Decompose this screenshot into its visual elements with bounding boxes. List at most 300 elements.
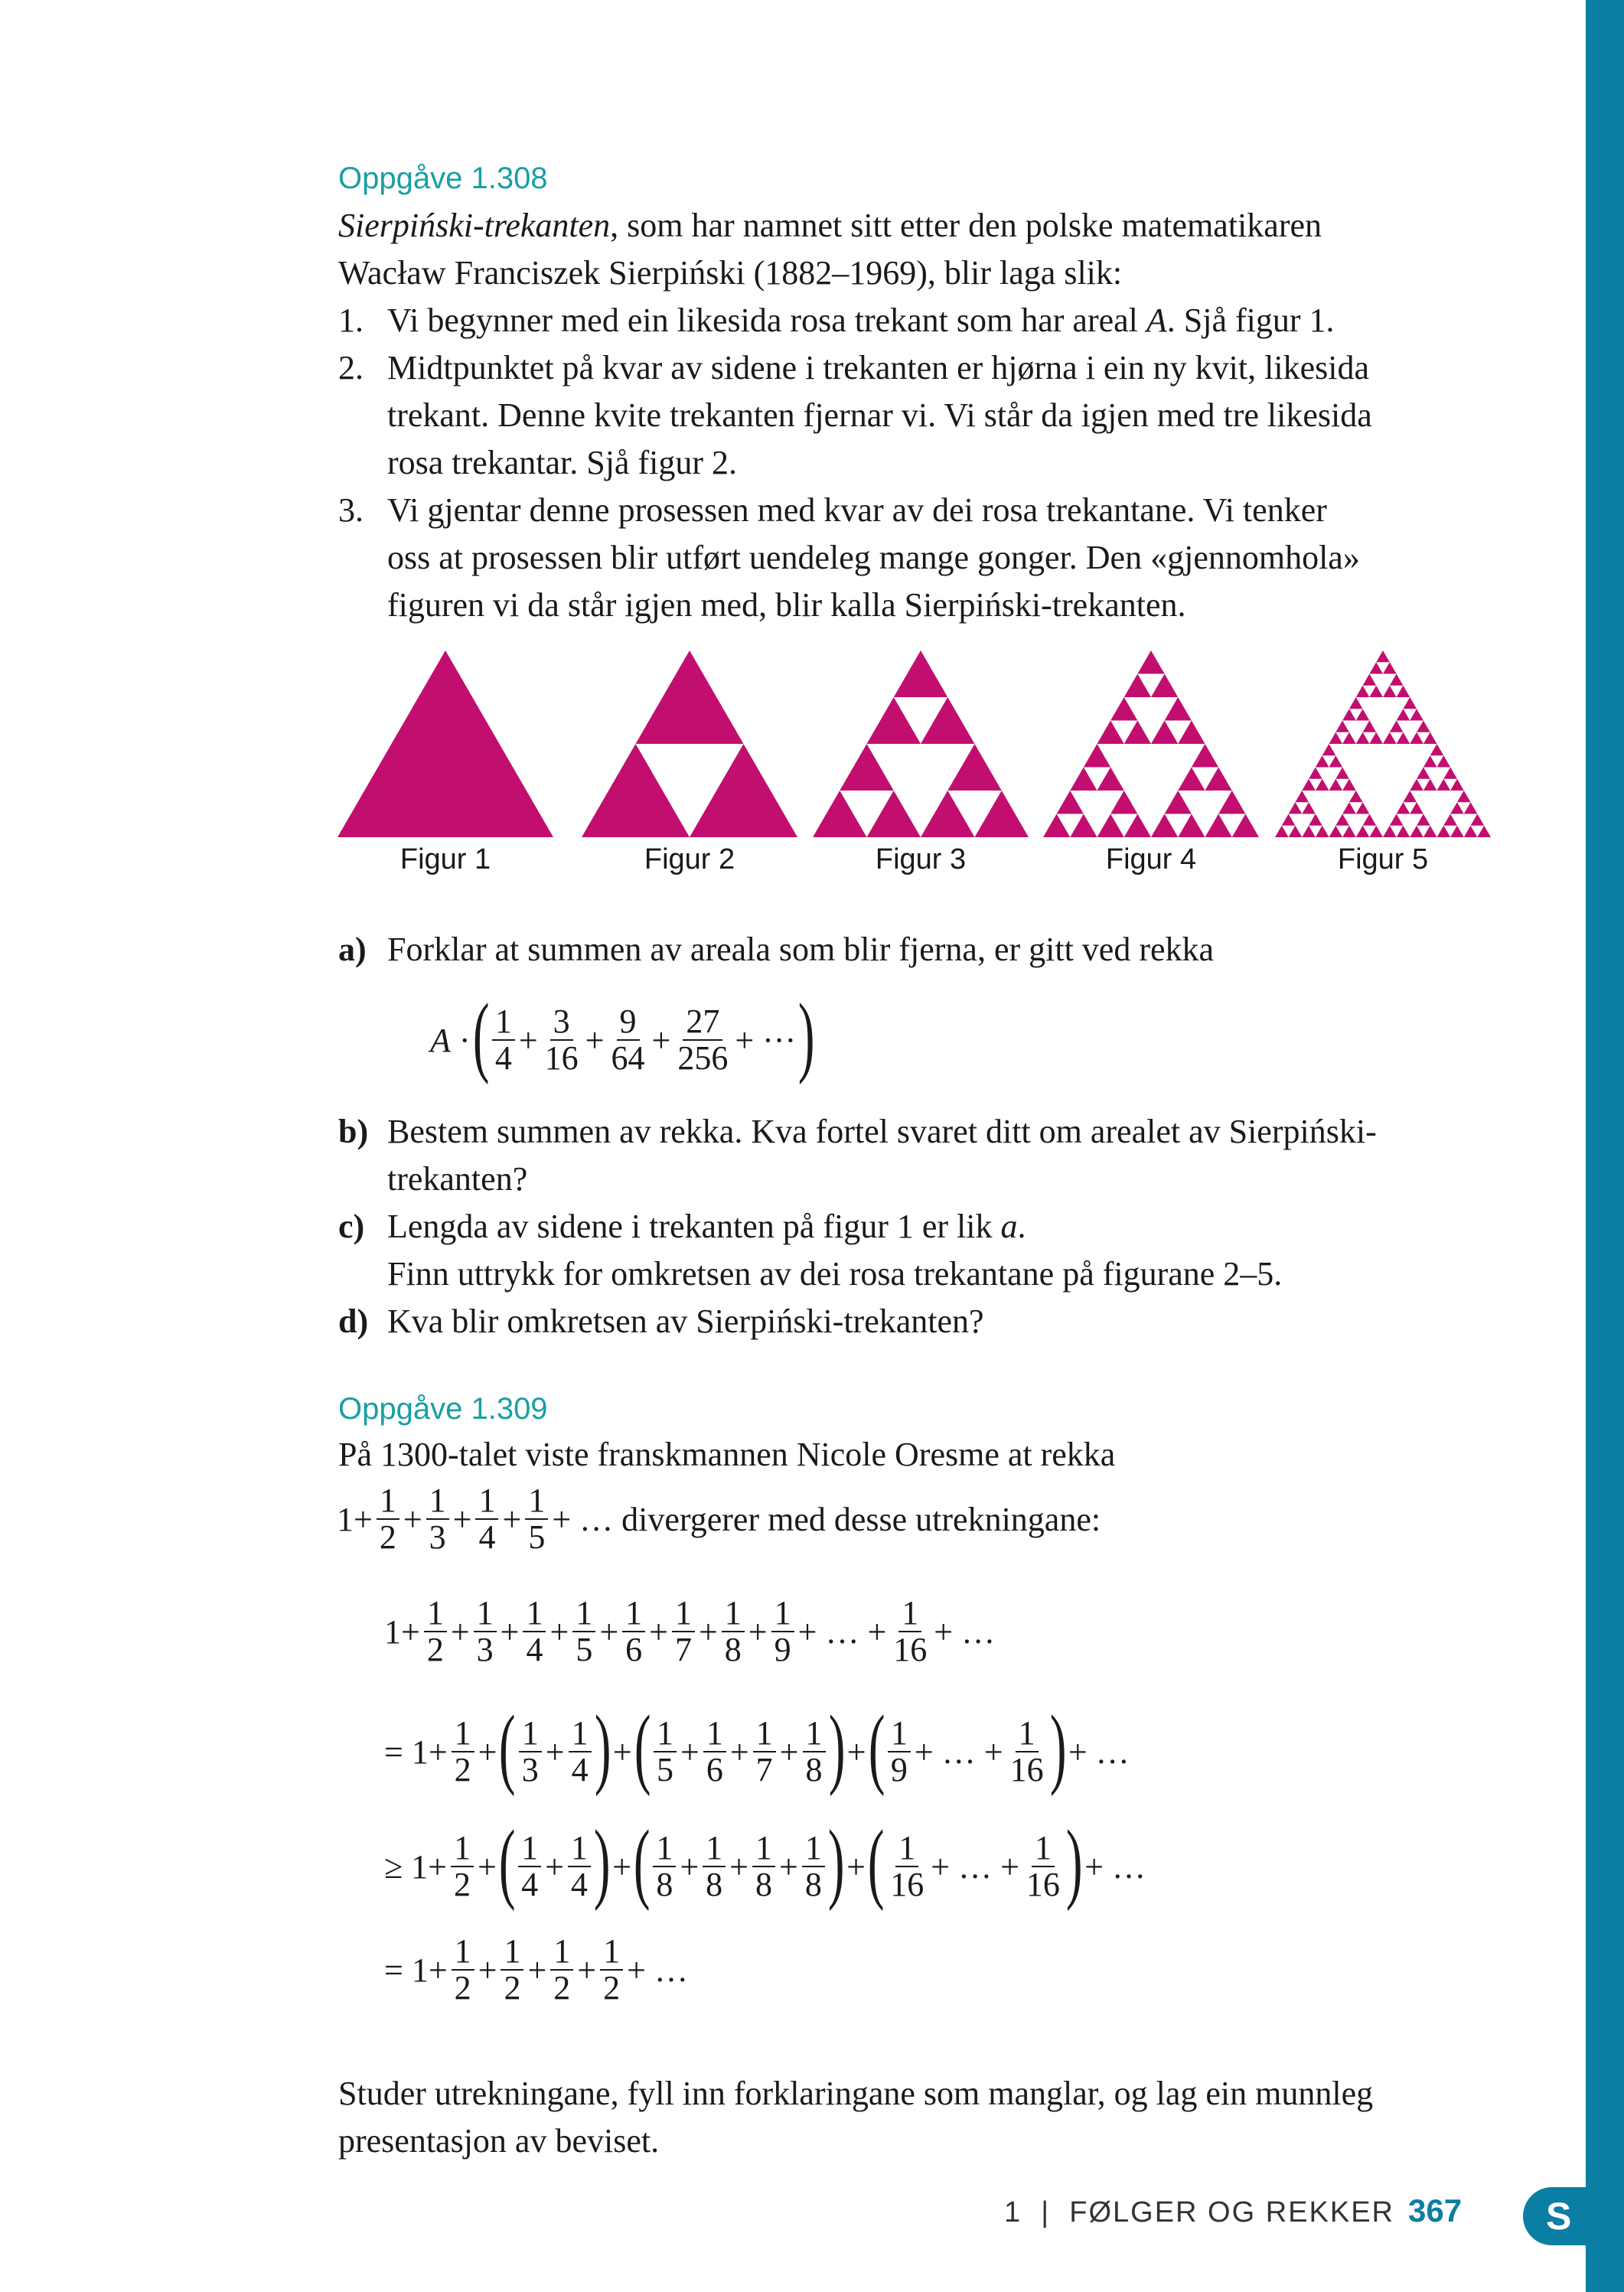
pink-triangle	[867, 697, 921, 744]
pink-triangle	[1192, 744, 1218, 768]
parenthesis: (	[633, 1811, 651, 1912]
fraction	[888, 1713, 911, 1788]
math-text: +	[649, 1612, 668, 1651]
task-text: På 1300-talet viste franskmannen Nicole Oresme at rekka	[338, 1436, 1116, 1473]
numerator: 1	[377, 1483, 399, 1520]
pink-triangle	[1043, 814, 1070, 838]
parenthesis: (	[634, 1697, 651, 1797]
numerator: 9	[617, 1004, 640, 1041]
term-italic: Sierpiński-trekanten	[338, 207, 611, 244]
numerator: 1	[518, 1831, 541, 1867]
numerator: 1	[475, 1483, 498, 1520]
pink-triangle	[1178, 721, 1205, 745]
pink-triangle	[1383, 686, 1397, 697]
denominator: 4	[571, 1751, 589, 1788]
fraction	[622, 1596, 645, 1668]
pink-triangle	[1342, 802, 1356, 813]
numerator: 1	[568, 1831, 591, 1867]
denominator: 2	[454, 1751, 471, 1788]
pink-triangle	[1302, 826, 1316, 837]
math-text: +	[779, 1733, 799, 1771]
pink-triangle	[1178, 814, 1205, 838]
fraction	[600, 1934, 623, 2006]
pink-triangle	[1397, 732, 1410, 744]
pink-triangle	[1410, 732, 1423, 744]
math-text: + …	[1068, 1733, 1130, 1771]
pink-triangle	[1342, 826, 1356, 837]
pink-triangle	[1342, 779, 1356, 791]
fraction	[501, 1934, 523, 2006]
pink-triangle	[1218, 791, 1245, 814]
pink-triangle	[921, 697, 975, 744]
fraction	[426, 1483, 449, 1555]
fraction	[890, 1596, 930, 1668]
fraction	[653, 1828, 676, 1903]
step-2	[338, 344, 1369, 392]
chapter-title: 1 | FØLGER OG REKKER	[1004, 2196, 1394, 2228]
parenthesis: )	[1049, 1697, 1067, 1797]
pink-triangle	[1410, 802, 1423, 813]
pink-triangle	[1309, 814, 1322, 826]
pink-triangle	[1477, 826, 1491, 837]
calc-row-2	[383, 1697, 1131, 1797]
sierpinski-triangle	[1043, 650, 1259, 837]
pink-triangle	[894, 650, 948, 697]
fraction	[803, 1713, 826, 1788]
numerator: 3	[550, 1004, 573, 1041]
fraction	[542, 1004, 582, 1076]
pink-triangle	[1423, 732, 1437, 744]
pink-triangle	[1110, 791, 1137, 814]
pink-triangle	[1383, 662, 1397, 673]
pink-triangle	[1302, 802, 1316, 813]
numerator: 1	[474, 1596, 497, 1632]
math-text: +	[450, 1612, 470, 1651]
pink-triangle	[1423, 755, 1437, 767]
math-text: +	[478, 1951, 497, 1989]
pink-triangle	[1397, 709, 1410, 720]
pink-triangle	[1464, 802, 1478, 813]
pink-triangle	[1410, 709, 1423, 720]
pink-triangle	[1397, 826, 1410, 837]
pink-triangle	[1356, 686, 1370, 697]
math-text: +	[680, 1733, 699, 1771]
math-text: +	[549, 1612, 569, 1651]
pink-triangle	[1356, 709, 1370, 720]
numerator: 1	[550, 1934, 573, 1971]
fraction	[887, 1828, 927, 1903]
math-text: +	[680, 1847, 699, 1886]
denominator: 2	[426, 1631, 444, 1669]
parenthesis: )	[797, 985, 815, 1085]
fraction	[672, 1596, 695, 1668]
step-text: Midtpunktet på kvar av sidene i trekanten er hjørna i ein ny kvit, likesida	[387, 349, 1369, 386]
numerator: 1	[803, 1716, 826, 1752]
math-text: ≥ 1+	[384, 1847, 447, 1886]
math-text: +	[452, 1500, 472, 1538]
denominator: 8	[656, 1866, 673, 1903]
fraction	[753, 1713, 776, 1788]
pink-triangle	[1329, 779, 1343, 791]
pink-triangle	[1151, 814, 1178, 838]
step-number: 2.	[338, 349, 364, 386]
step-text: figuren vi da står igjen med, blir kalla Sierpiński-trekanten.	[387, 586, 1186, 624]
question-text: Finn uttrykk for omkretsen av dei rosa trekantane på figurane 2–5.	[387, 1255, 1283, 1293]
fraction	[518, 1828, 541, 1903]
fraction	[674, 1004, 731, 1076]
pink-triangle	[1363, 814, 1377, 826]
pink-triangle	[582, 744, 690, 837]
pink-triangle	[1335, 768, 1349, 779]
pink-triangle	[1349, 697, 1363, 709]
fraction	[452, 1934, 474, 2006]
pink-triangle	[867, 791, 921, 837]
denominator: 5	[528, 1518, 546, 1557]
intro-text-2: Wacław Franciszek Sierpiński (1882–1969), blir laga slik:	[338, 254, 1123, 292]
fraction	[492, 1004, 515, 1076]
parenthesis: (	[868, 1697, 885, 1797]
pink-triangle	[1369, 686, 1383, 697]
numerator: 1	[802, 1831, 825, 1867]
task-heading: Oppgåve 1.308	[338, 161, 548, 195]
pink-triangle	[1356, 802, 1370, 813]
parenthesis: )	[594, 1697, 611, 1797]
pink-triangle	[1124, 674, 1151, 698]
denominator: 3	[429, 1518, 446, 1557]
denominator: 2	[453, 1866, 471, 1903]
pink-triangle	[1084, 744, 1110, 768]
pink-triangle	[1450, 779, 1464, 791]
figure-3	[813, 650, 1029, 876]
figure-label: Figur 5	[1337, 843, 1429, 875]
parenthesis: )	[828, 1697, 845, 1797]
denominator: 2	[454, 1969, 471, 2007]
pink-triangle	[1232, 814, 1259, 838]
pink-triangle	[947, 744, 1002, 791]
question-c	[338, 1203, 1026, 1250]
pink-triangle	[1417, 814, 1430, 826]
fraction	[752, 1828, 775, 1903]
pink-triangle	[1289, 802, 1303, 813]
pink-triangle	[1417, 768, 1430, 779]
pink-triangle	[1390, 674, 1404, 686]
pink-triangle	[1383, 826, 1397, 837]
page-number: 367	[1408, 2193, 1463, 2228]
pink-triangle	[1097, 768, 1124, 791]
pink-triangle	[1335, 814, 1349, 826]
pink-triangle	[1390, 721, 1404, 732]
question-label: b)	[338, 1113, 369, 1150]
math-text: +	[779, 1847, 798, 1886]
pink-triangle	[1178, 768, 1205, 791]
step-number: 3.	[338, 491, 364, 529]
math-text: +	[500, 1612, 520, 1651]
pink-triangle	[1342, 732, 1356, 744]
math-text: + ···	[735, 1021, 797, 1059]
numerator: 1	[1016, 1716, 1039, 1752]
pink-triangle	[1124, 721, 1151, 745]
pink-triangle	[1403, 697, 1417, 709]
pink-triangle	[1302, 779, 1316, 791]
var-a: A	[1146, 302, 1167, 339]
pink-triangle	[1369, 732, 1383, 744]
numerator: 1	[452, 1716, 474, 1752]
math-text: +	[577, 1951, 597, 1989]
denominator: 16	[1026, 1866, 1060, 1903]
math-text: +	[748, 1612, 768, 1651]
pink-triangle	[1205, 814, 1232, 838]
pink-triangle	[1329, 732, 1343, 744]
pink-triangle	[1282, 814, 1296, 826]
fraction	[568, 1828, 591, 1903]
pink-triangle	[1329, 755, 1343, 767]
math-text: A ·	[430, 1021, 471, 1059]
denominator: 4	[570, 1866, 588, 1903]
pink-triangle	[1363, 674, 1377, 686]
parenthesis: )	[827, 1811, 845, 1912]
step-text: Vi gjentar denne prosessen med kvar av dei rosa trekantane. Vi tenker	[387, 491, 1327, 529]
pink-triangle	[1369, 826, 1383, 837]
task-heading: Oppgåve 1.309	[338, 1392, 548, 1426]
fraction	[451, 1828, 474, 1903]
pink-triangle	[1124, 814, 1151, 838]
numerator: 1	[519, 1716, 542, 1752]
formula-a	[429, 985, 815, 1085]
pink-triangle	[1410, 826, 1423, 837]
pink-triangle	[1322, 744, 1336, 755]
numerator: 1	[452, 1934, 474, 1971]
pink-triangle	[1437, 779, 1451, 791]
pink-triangle	[1316, 755, 1329, 767]
pink-triangle	[1450, 826, 1464, 837]
math-text: +	[527, 1951, 547, 1989]
denominator: 8	[805, 1751, 823, 1788]
math-text: + …	[1084, 1847, 1146, 1886]
pink-triangle	[1390, 814, 1404, 826]
pink-triangle	[1437, 826, 1451, 837]
step-text: trekant. Denne kvite trekanten fjernar vi. Vi står da igjen med tre likesida	[387, 396, 1372, 434]
numerator: 1	[672, 1596, 695, 1632]
denominator: 4	[526, 1631, 543, 1669]
math-text: +	[651, 1021, 671, 1059]
pink-triangle	[1443, 814, 1457, 826]
parenthesis: (	[867, 1811, 885, 1912]
pink-triangle	[1410, 779, 1423, 791]
math-text: +	[502, 1500, 522, 1538]
denominator: 5	[576, 1631, 593, 1669]
denominator: 16	[893, 1631, 928, 1669]
math-text: +	[846, 1847, 866, 1886]
question-label: d)	[338, 1302, 369, 1340]
pink-triangle	[1070, 814, 1097, 838]
calc-row-4	[383, 1934, 690, 2006]
pink-triangle	[1309, 768, 1322, 779]
sierpinski-triangle	[813, 650, 1029, 837]
section-tab: S	[1523, 2187, 1624, 2245]
math-text: +	[729, 1847, 748, 1886]
pink-triangle	[1423, 826, 1437, 837]
step-text: rosa trekantar. Sjå figur 2.	[387, 444, 737, 481]
pink-triangle	[1471, 814, 1485, 826]
math-text: +	[729, 1733, 749, 1771]
closing-text: presentasjon av beviset.	[338, 2122, 660, 2160]
pink-triangle	[1369, 662, 1383, 673]
math-text: +	[599, 1612, 619, 1651]
pink-triangle	[1376, 650, 1390, 662]
numerator: 1	[722, 1596, 745, 1632]
math-text: + …	[934, 1612, 996, 1651]
pink-triangle	[1097, 721, 1124, 745]
denominator: 2	[603, 1969, 621, 2007]
calc-row-1	[383, 1596, 996, 1668]
intro-rest: , som har namnet sitt etter den polske matematikaren	[610, 207, 1322, 244]
denominator: 7	[674, 1631, 692, 1669]
numerator: 1	[703, 1716, 726, 1752]
parenthesis: )	[1065, 1811, 1083, 1912]
math-text: + … +	[914, 1733, 1003, 1771]
sierpinski-figures	[338, 650, 1493, 880]
denominator: 9	[890, 1751, 908, 1788]
intro-text	[338, 202, 1322, 249]
step-number: 1.	[338, 302, 364, 339]
math-text: +	[846, 1733, 866, 1771]
pink-triangle	[1165, 697, 1192, 721]
pink-triangle	[1397, 686, 1410, 697]
math-text: +	[403, 1500, 422, 1538]
fraction	[1007, 1713, 1047, 1788]
step-1	[338, 297, 1335, 344]
numerator: 1	[653, 1831, 676, 1867]
denominator: 64	[611, 1039, 645, 1077]
pink-triangle	[1423, 779, 1437, 791]
series-inline	[335, 1483, 1102, 1555]
fraction	[1023, 1828, 1063, 1903]
denominator: 6	[625, 1631, 643, 1669]
fraction	[519, 1713, 542, 1788]
question-b	[338, 1108, 1377, 1156]
sierpinski-triangle	[338, 650, 553, 837]
pink-triangle	[338, 650, 553, 837]
math-text: +	[545, 1847, 564, 1886]
step-3	[338, 487, 1327, 534]
side-color-bar	[1586, 0, 1624, 2292]
denominator: 8	[755, 1866, 772, 1903]
denominator: 4	[494, 1039, 512, 1077]
pink-triangle	[1349, 791, 1363, 802]
denominator: 2	[379, 1518, 396, 1557]
pink-triangle	[1450, 802, 1464, 813]
figure-1	[338, 650, 553, 876]
pink-triangle	[1110, 697, 1137, 721]
math-text: +	[585, 1021, 605, 1059]
pink-triangle	[1289, 826, 1303, 837]
fraction	[703, 1828, 726, 1903]
math-text: 1+	[384, 1612, 420, 1651]
fraction	[569, 1713, 592, 1788]
question-text: Bestem summen av rekka. Kva fortel svaret ditt om arealet av Sierpiński-	[387, 1113, 1377, 1150]
pink-triangle	[1464, 826, 1478, 837]
parenthesis: (	[498, 1811, 516, 1912]
pink-triangle	[1275, 826, 1289, 837]
denominator: 9	[774, 1631, 791, 1669]
parenthesis: )	[593, 1811, 611, 1912]
numerator: 1	[492, 1004, 515, 1041]
fraction	[424, 1596, 447, 1668]
pink-triangle	[1417, 721, 1430, 732]
pink-triangle	[975, 791, 1029, 837]
numerator: 1	[622, 1596, 645, 1632]
figure-2	[582, 650, 797, 876]
pink-triangle	[1316, 779, 1329, 791]
numerator: 27	[683, 1004, 722, 1041]
pink-triangle	[636, 650, 744, 744]
parenthesis: (	[499, 1697, 516, 1797]
math-text: +	[698, 1612, 718, 1651]
pink-triangle	[1205, 768, 1232, 791]
pink-triangle	[1316, 826, 1329, 837]
parenthesis: (	[472, 985, 490, 1085]
figure-5	[1275, 650, 1491, 876]
fraction	[722, 1596, 745, 1668]
numerator: 1	[888, 1716, 911, 1752]
denominator: 16	[890, 1866, 925, 1903]
numerator: 1	[569, 1716, 592, 1752]
pink-triangle	[1070, 768, 1097, 791]
question-text: Lengda av sidene i trekanten på figur 1 er lik	[387, 1208, 1001, 1245]
question-d	[338, 1298, 984, 1345]
denominator: 4	[521, 1866, 539, 1903]
pink-triangle	[1443, 768, 1457, 779]
fraction	[703, 1713, 726, 1788]
denominator: 16	[1009, 1751, 1044, 1788]
math-text: +	[612, 1847, 632, 1886]
denominator: 5	[657, 1751, 674, 1788]
fraction	[802, 1828, 825, 1903]
pink-triangle	[921, 791, 975, 837]
numerator: 1	[424, 1596, 447, 1632]
step-text: . Sjå figur 1.	[1166, 302, 1335, 339]
question-text: .	[1017, 1208, 1026, 1245]
pink-triangle	[1137, 650, 1164, 674]
pink-triangle	[1151, 674, 1178, 698]
figure-label: Figur 4	[1105, 843, 1197, 875]
math-text: + … +	[797, 1612, 887, 1651]
pink-triangle	[1342, 709, 1356, 720]
math-text: +	[612, 1733, 632, 1771]
numerator: 1	[451, 1831, 474, 1867]
pink-triangle	[1356, 826, 1370, 837]
math-text: +	[478, 1733, 497, 1771]
pink-triangle	[1403, 791, 1417, 802]
figure-label: Figur 2	[644, 843, 735, 875]
pink-triangle	[1295, 791, 1309, 802]
math-text: +	[518, 1021, 538, 1059]
pink-triangle	[840, 744, 894, 791]
fraction	[525, 1483, 548, 1555]
numerator: 1	[525, 1483, 548, 1520]
denominator: 2	[553, 1969, 571, 2007]
fraction	[608, 1004, 648, 1076]
numerator: 1	[523, 1596, 546, 1632]
fraction	[654, 1713, 677, 1788]
pink-triangle	[1057, 791, 1084, 814]
numerator: 1	[1032, 1831, 1055, 1867]
numerator: 1	[703, 1831, 726, 1867]
denominator: 3	[476, 1631, 494, 1669]
pink-triangle	[1397, 802, 1410, 813]
pink-triangle	[1356, 732, 1370, 744]
fraction	[474, 1596, 497, 1668]
